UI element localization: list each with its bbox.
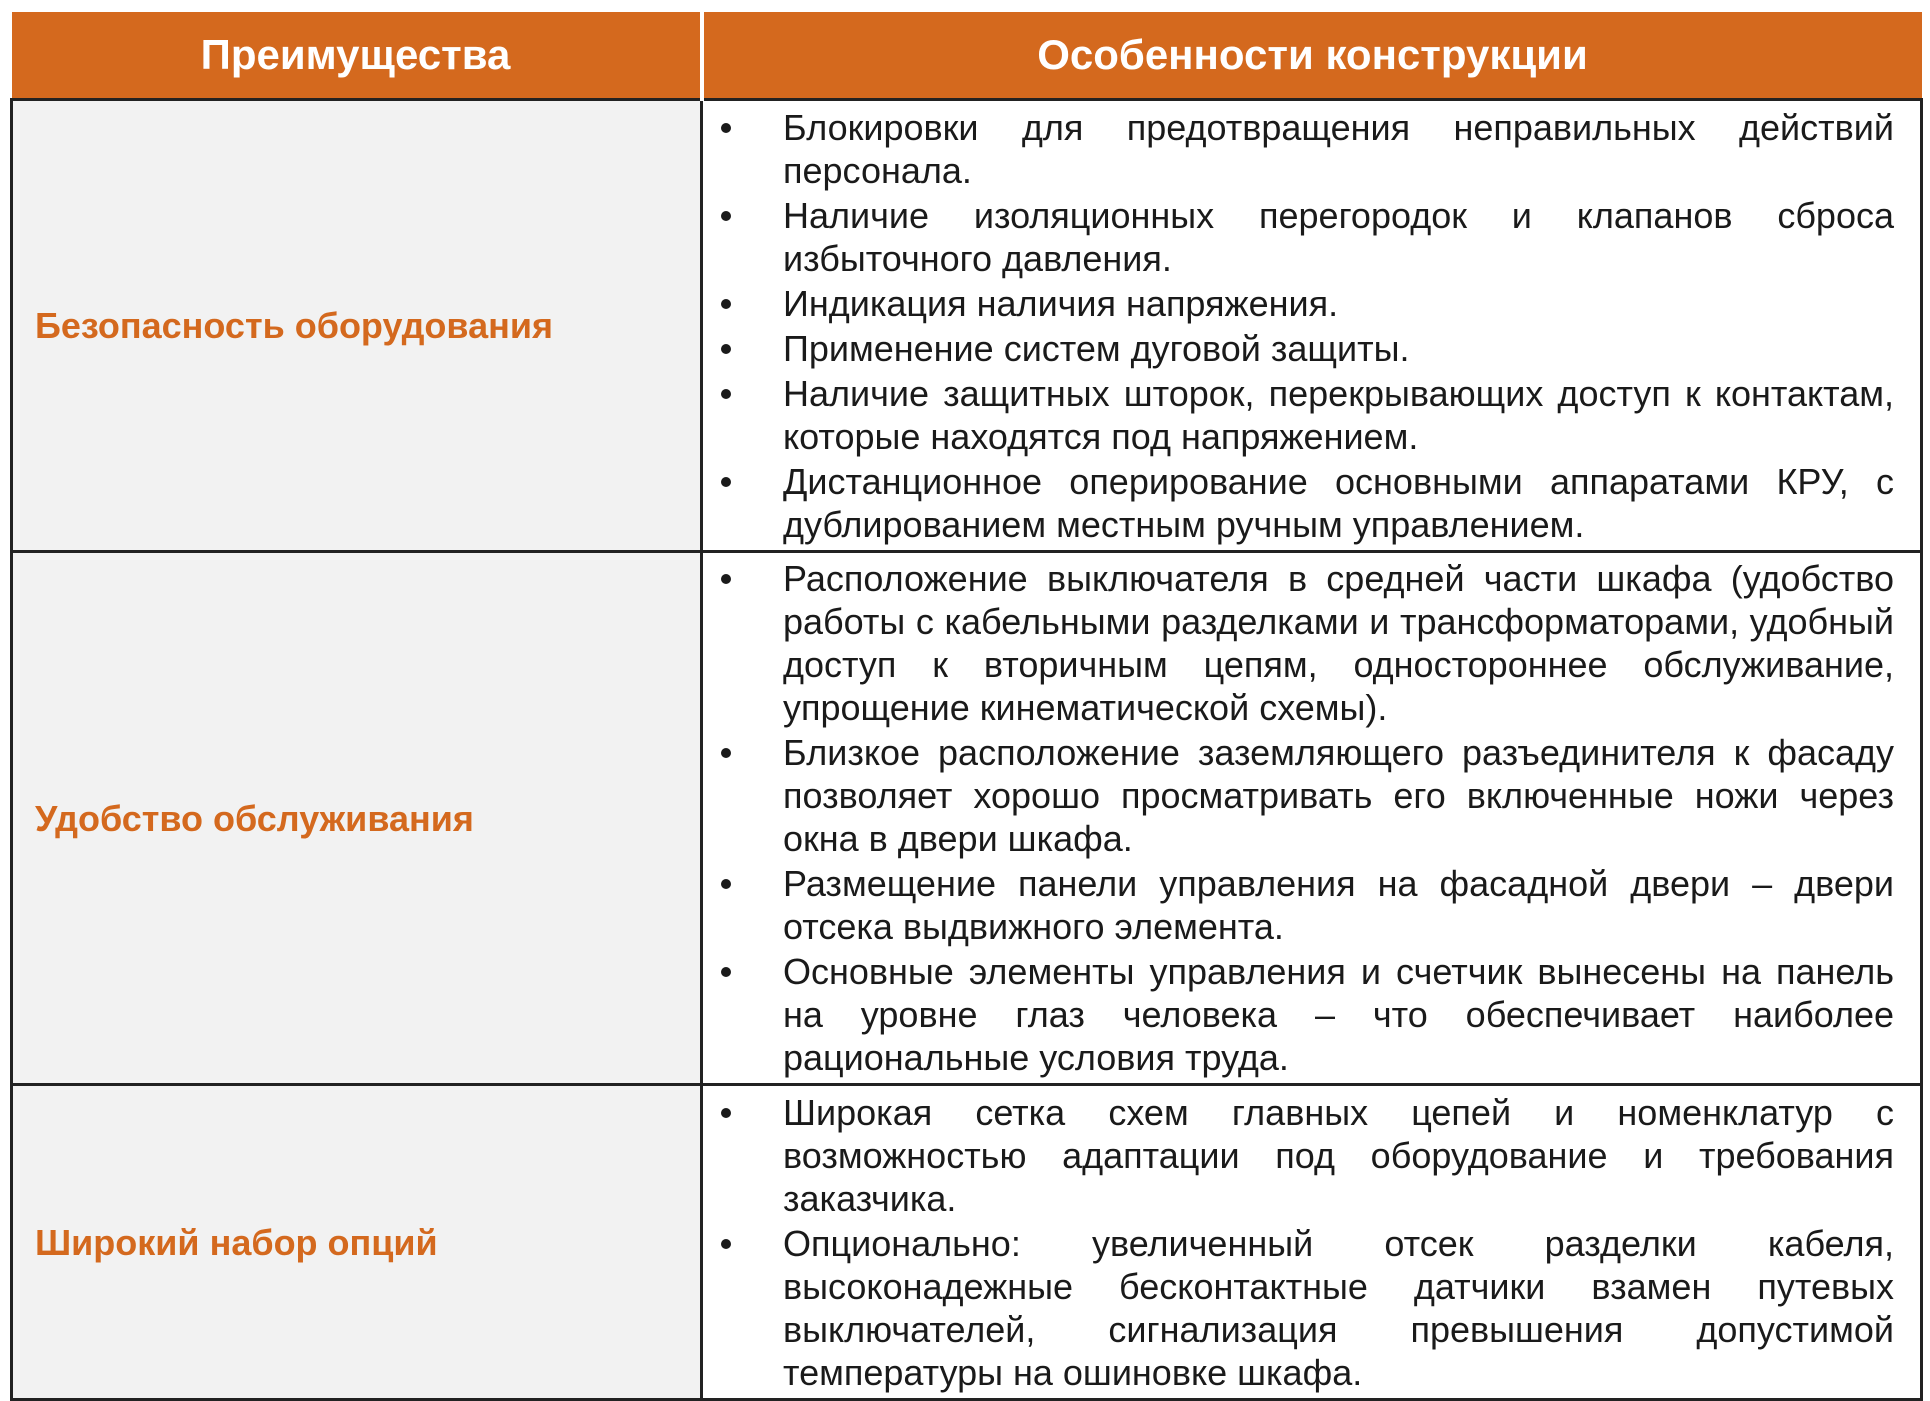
list-item: Дистанционное оперирование основными аппаратами КРУ, с дублированием местным ручным управлением. bbox=[703, 460, 1894, 546]
list-item: Наличие защитных шторок, перекрывающих доступ к контактам, которые находятся под напряжением. bbox=[703, 372, 1894, 458]
features-cell bbox=[702, 100, 1922, 552]
header-design-features: Особенности конструкции bbox=[702, 12, 1922, 100]
bullet-icon bbox=[721, 211, 731, 221]
list-item: Размещение панели управления на фасадной двери – двери отсека выдвижного элемента. bbox=[703, 862, 1894, 948]
features-table bbox=[10, 12, 1923, 1401]
features-cell bbox=[702, 552, 1922, 1085]
bullet-icon bbox=[721, 1239, 731, 1249]
list-item: Расположение выключателя в средней части шкафа (удобство работы с кабельными разделками и трансформаторами, удобный доступ к вторичным цепям, одностороннее обслуживание, упрощение кинематической схемы). bbox=[703, 557, 1894, 729]
header-advantages: Преимущества bbox=[12, 12, 702, 100]
list-item: Основные элементы управления и счетчик вынесены на панель на уровне глаз человека – что обеспечивает наиболее рациональные условия труда. bbox=[703, 950, 1894, 1079]
bullet-icon bbox=[721, 344, 731, 354]
feature-list bbox=[703, 1091, 1894, 1394]
bullet-icon bbox=[721, 299, 731, 309]
bullet-icon bbox=[721, 1108, 731, 1118]
bullet-icon bbox=[721, 967, 731, 977]
table-header-row bbox=[12, 12, 1922, 100]
list-item: Наличие изоляционных перегородок и клапанов сброса избыточного давления. bbox=[703, 194, 1894, 280]
list-item: Близкое расположение заземляющего разъединителя к фасаду позволяет хорошо просматривать его включенные ножи через окна в двери шкафа. bbox=[703, 731, 1894, 860]
bullet-icon bbox=[721, 879, 731, 889]
list-item: Опционально: увеличенный отсек разделки кабеля, высоконадежные бесконтактные датчики взамен путевых выключателей, сигнализация превышения допустимой температуры на ошиновке шкафа. bbox=[703, 1222, 1894, 1394]
table-row bbox=[12, 100, 1922, 552]
list-item: Блокировки для предотвращения неправильных действий персонала. bbox=[703, 106, 1894, 192]
feature-list bbox=[703, 557, 1894, 1079]
list-item: Применение систем дуговой защиты. bbox=[703, 327, 1894, 370]
advantage-cell: Широкий набор опций bbox=[12, 1085, 702, 1400]
bullet-icon bbox=[721, 574, 731, 584]
bullet-icon bbox=[721, 123, 731, 133]
list-item: Широкая сетка схем главных цепей и номенклатур с возможностью адаптации под оборудование и требования заказчика. bbox=[703, 1091, 1894, 1220]
bullet-icon bbox=[721, 748, 731, 758]
features-cell bbox=[702, 1085, 1922, 1400]
feature-list bbox=[703, 106, 1894, 546]
advantage-cell: Безопасность оборудования bbox=[12, 100, 702, 552]
table-row bbox=[12, 1085, 1922, 1400]
advantage-cell: Удобство обслуживания bbox=[12, 552, 702, 1085]
bullet-icon bbox=[721, 477, 731, 487]
bullet-icon bbox=[721, 389, 731, 399]
table-row bbox=[12, 552, 1922, 1085]
list-item: Индикация наличия напряжения. bbox=[703, 282, 1894, 325]
